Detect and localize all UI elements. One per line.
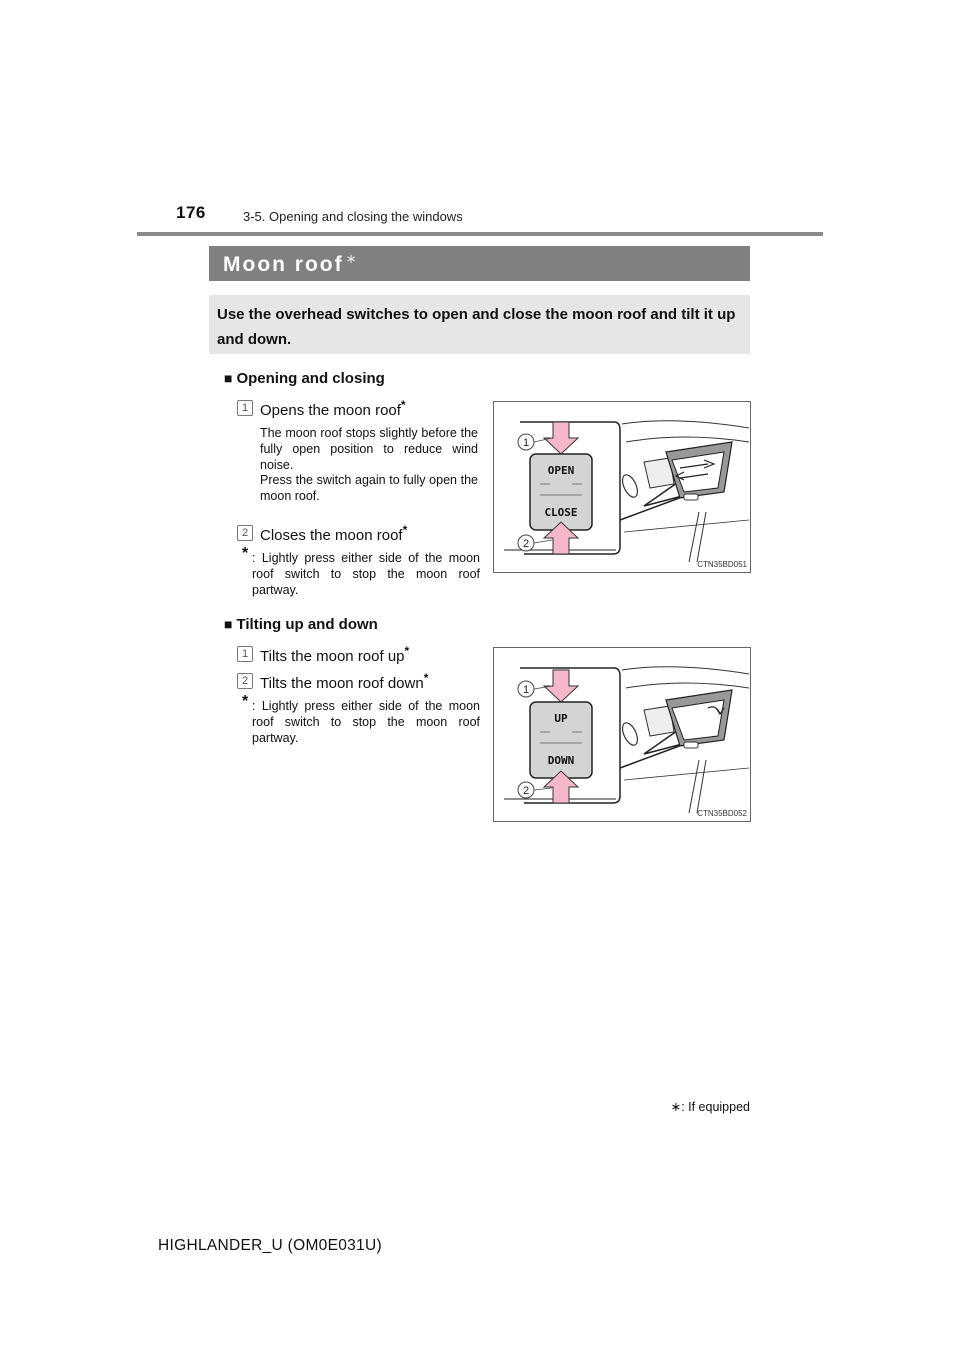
note-mark: * (242, 693, 249, 710)
step-tilt-down-mark: * (423, 671, 429, 685)
figure-code: CTN35BD052 (697, 809, 747, 818)
step-number-2: 2 (237, 525, 253, 541)
page-title (223, 251, 357, 277)
footer-model-code: HIGHLANDER_U (OM0E031U) (158, 1237, 382, 1254)
intro-text: Use the overhead switches to open and close the moon roof and tilt it up and down. (217, 306, 736, 348)
step-open-mark: * (400, 398, 406, 412)
figure-open-close (493, 401, 751, 573)
footnote-if-equipped (671, 1099, 750, 1114)
page-number: 176 (176, 203, 206, 222)
step-open-text: Opens the moon roof (260, 402, 401, 419)
step-open-description-2: Press the switch again to fully open the moon roof. (260, 473, 478, 503)
heading-text: Tilting up and down (236, 616, 378, 633)
heading-tilting (224, 616, 378, 633)
step-open (260, 398, 406, 419)
footnote-mark: ∗ (670, 1100, 682, 1114)
footnote-text: : If equipped (681, 1100, 750, 1114)
heading-bullet: ■ (224, 370, 233, 386)
callout-1: 1 (522, 684, 530, 696)
step-number-1: 1 (237, 646, 253, 662)
tilt-illustration (494, 648, 750, 821)
page-title-text: Moon roof (223, 253, 344, 276)
figure-code: CTN35BD051 (697, 560, 747, 569)
step-tilt-up-mark: * (404, 644, 410, 658)
figure-tilt (493, 647, 751, 822)
step-close-text: Closes the moon roof (260, 527, 403, 544)
equipped-mark: ∗ (345, 251, 357, 266)
step-tilt-down-text: Tilts the moon roof down (260, 675, 424, 692)
note-mark: * (242, 545, 249, 562)
callout-2: 2 (522, 538, 530, 550)
header-divider (137, 232, 823, 236)
callout-1: 1 (522, 437, 530, 449)
section-breadcrumb: 3-5. Opening and closing the windows (243, 209, 463, 224)
step-number-2: 2 (237, 673, 253, 689)
open-close-illustration (494, 402, 750, 572)
step-close-mark: * (402, 523, 408, 537)
intro-box (209, 295, 750, 354)
step-tilt-up (260, 644, 409, 665)
step-tilt-up-text: Tilts the moon roof up (260, 648, 405, 665)
note-text: : Lightly press either side of the moon roof switch to stop the moon roof partway. (252, 699, 480, 745)
up-label: UP (554, 712, 568, 725)
heading-text: Opening and closing (236, 370, 385, 387)
down-label: DOWN (547, 754, 575, 767)
step-close (260, 523, 407, 544)
close-label: CLOSE (544, 506, 578, 519)
step-number-1: 1 (237, 400, 253, 416)
section-title-bar (209, 246, 750, 281)
step-open-description: The moon roof stops slightly before the fully open position to reduce wind noise. (260, 426, 478, 472)
open-label: OPEN (547, 464, 575, 477)
step-tilt-down (260, 671, 428, 692)
heading-opening-closing (224, 370, 385, 387)
note-text: : Lightly press either side of the moon roof switch to stop the moon roof partway. (252, 551, 480, 597)
callout-2: 2 (522, 785, 530, 797)
heading-bullet: ■ (224, 616, 233, 632)
